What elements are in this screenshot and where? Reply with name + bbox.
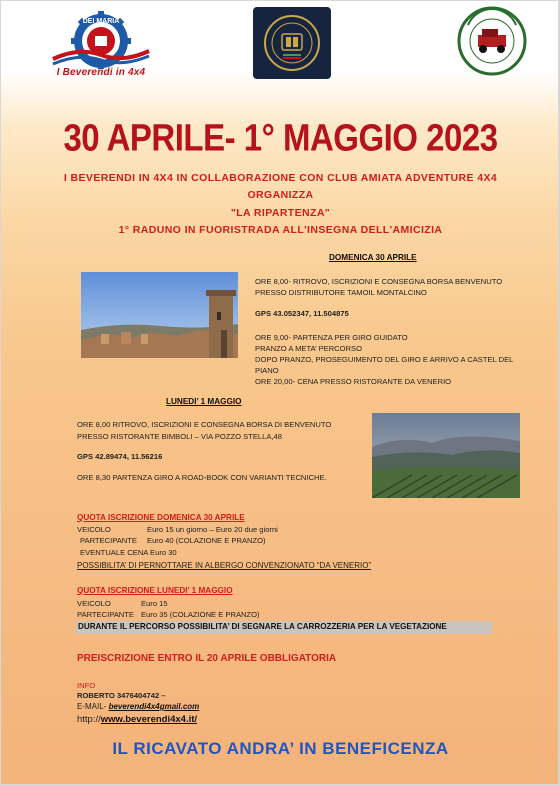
sunday-afternoon: DOPO PRANZO, PROSEGUIMENTO DEL GIRO E ARRIVO A CASTEL DEL bbox=[255, 355, 514, 364]
event-name: "LA RIPARTENZA" bbox=[230, 207, 331, 219]
sunday-departure: ORE 9,00- PARTENZA PER GIRO GUIDATO bbox=[255, 333, 408, 342]
monday-heading: LUNEDI’ 1 MAGGIO bbox=[166, 397, 242, 406]
vegetation-warning: DURANTE IL PERCORSO POSSIBILITA’ DI SEGNARE LA CARROZZERIA PER LA VEGETAZIONE bbox=[78, 622, 447, 631]
fee-monday-participant-price: Euro 35 (COLAZIONE E PRANZO) bbox=[141, 610, 260, 619]
organizers-line: I BEVERENDI IN 4X4 IN COLLABORAZIONE CON CLUB AMIATA ADVENTURE 4X4 bbox=[63, 172, 498, 184]
sunday-location: PRESSO DISTRIBUTORE TAMOIL MONTALCINO bbox=[255, 288, 427, 297]
fee-monday-vehicle-label: VEICOLO bbox=[77, 599, 111, 608]
hotel-note: POSSIBILITA’ DI PERNOTTARE IN ALBERGO CONVENZIONATO “DA VENERIO” bbox=[77, 561, 372, 570]
organizza-label: ORGANIZZA bbox=[247, 189, 314, 201]
club-amiata-seal-icon bbox=[456, 5, 528, 77]
montalcino-town-image bbox=[81, 272, 238, 358]
monday-departure: ORE 8,30 PARTENZA GIRO A ROAD-BOOK CON VARIANTI TECNICHE. bbox=[77, 473, 327, 482]
sunday-gps: GPS 43.052347, 11.504875 bbox=[255, 309, 349, 318]
event-subtitle: 1° RADUNO IN FUORISTRADA ALL'INSEGNA DELL'AMICIZIA bbox=[118, 224, 443, 236]
email-line bbox=[77, 702, 199, 712]
vineyard-hills-image bbox=[372, 413, 520, 498]
charity-note: IL RICAVATO ANDRA’ IN BENEFICENZA bbox=[112, 739, 449, 758]
fee-monday-vehicle-price: Euro 15 bbox=[141, 599, 168, 608]
website-link[interactable]: www.beverendi4x4.it/ bbox=[100, 714, 198, 725]
fee-sunday-vehicle-price: Euro 15 un giorno – Euro 20 due giorni bbox=[147, 525, 278, 534]
fee-sunday-participant-label: PARTECIPANTE bbox=[80, 536, 137, 545]
fee-sunday-vehicle-label: VEICOLO bbox=[77, 525, 111, 534]
email-link[interactable]: beverendi4x4gmail.com bbox=[108, 702, 200, 711]
fee-sunday-dinner: EVENTUALE CENA Euro 30 bbox=[80, 548, 177, 557]
monday-location: PRESSO RISTORANTE BIMBOLI – VIA POZZO STELLA,48 bbox=[77, 432, 282, 441]
fee-monday-heading: QUOTA ISCRIZIONE LUNEDI’ 1 MAGGIO bbox=[77, 586, 233, 595]
hills-photo bbox=[372, 413, 520, 498]
page-title: 30 APRILE- 1° MAGGIO 2023 bbox=[63, 116, 498, 159]
fee-sunday-heading: QUOTA ISCRIZIONE DOMENICA 30 APRILE bbox=[77, 513, 245, 522]
fee-monday-participant-label: PARTECIPANTE bbox=[77, 610, 134, 619]
website-line bbox=[77, 714, 197, 726]
gear-emblem-icon bbox=[49, 9, 153, 69]
contact-phone: ROBERTO 3476404742 – bbox=[77, 691, 166, 700]
preregistration-note: PREISCRIZIONE ENTRO IL 20 APRILE OBBLIGATORIA bbox=[77, 653, 337, 664]
federation-seal-icon bbox=[253, 7, 331, 79]
beverendi-4x4-logo bbox=[49, 9, 153, 79]
sunday-afternoon-cont: PIANO bbox=[255, 366, 279, 375]
town-photo bbox=[81, 272, 238, 358]
sunday-heading: DOMENICA 30 APRILE bbox=[329, 253, 417, 262]
sunday-lunch: PRANZO A META’ PERCORSO bbox=[255, 344, 363, 353]
sunday-dinner: ORE 20,00- CENA PRESSO RISTORANTE DA VENERIO bbox=[255, 377, 452, 386]
sunday-meeting: ORE 8,00- RITROVO, ISCRIZIONI E CONSEGNA BORSA BENVENUTO bbox=[255, 277, 503, 286]
beverendi-logo-caption: I Beverendi in 4x4 bbox=[56, 67, 146, 78]
monday-gps: GPS 42.89474, 11.56216 bbox=[77, 452, 163, 461]
club-amiata-logo bbox=[456, 5, 528, 77]
info-label: INFO bbox=[77, 681, 96, 690]
federazione-logo bbox=[253, 7, 331, 79]
email-label: E-MAIL- bbox=[77, 702, 107, 711]
monday-meeting: ORE 8,00 RITROVO, ISCRIZIONI E CONSEGNA BORSA DI BENVENUTO bbox=[77, 420, 332, 429]
svg-text:DEI MARIA: DEI MARIA bbox=[82, 18, 120, 25]
website-prefix: http:// bbox=[77, 714, 101, 725]
fee-sunday-participant-price: Euro 40 (COLAZIONE E PRANZO) bbox=[147, 536, 266, 545]
